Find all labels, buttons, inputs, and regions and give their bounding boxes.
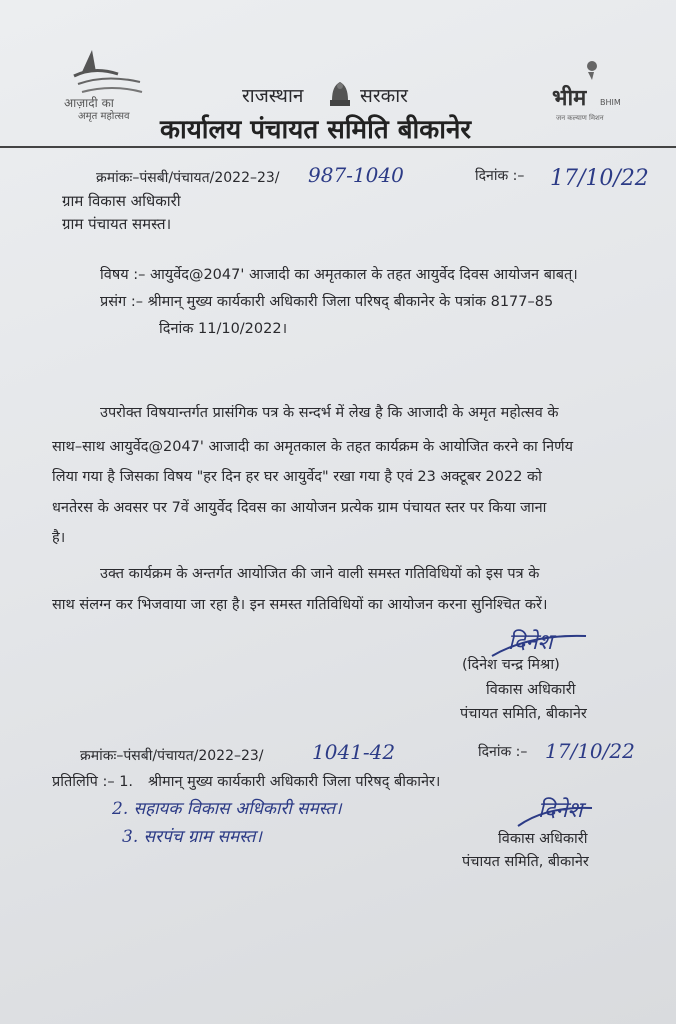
bhim-logo-small: BHIM: [600, 98, 621, 107]
header-government: सरकार: [360, 85, 408, 107]
copy-ref-number: 1041-42: [312, 740, 396, 764]
copy-signatory-title: विकास अधिकारी: [498, 831, 588, 847]
signatory-title: विकास अधिकारी: [486, 682, 576, 698]
header-divider: [0, 146, 676, 148]
letter-ref-label: क्रमांकः–पंसबी/पंचायत/2022–23/: [96, 170, 280, 186]
azadi-logo-line2: अमृत महोत्सव: [78, 111, 130, 122]
reference-date: दिनांक 11/10/2022।: [159, 321, 288, 337]
signature-stroke-2: [516, 800, 596, 830]
addressee-line2: ग्राम पंचायत समस्त।: [62, 215, 172, 233]
copy-date: 17/10/22: [545, 739, 635, 763]
copy-item-2: 2. सहायक विकास अधिकारी समस्त।: [112, 799, 342, 819]
bhim-logo-tagline: जन कल्याण मिशन: [556, 114, 604, 122]
copy-item-1: श्रीमान् मुख्य कार्यकारी अधिकारी जिला परिषद् बीकानेर।: [148, 774, 441, 790]
body-line: साथ संलग्न कर भिजवाया जा रहा है। इन समस्त गतिविधियों का आयोजन करना सुनिश्चित करें।: [52, 597, 548, 613]
body-line: है।: [52, 530, 66, 546]
body-line: धनतेरस के अवसर पर 7वें आयुर्वेद दिवस का आयोजन प्रत्येक ग्राम पंचायत स्तर पर किया जाना: [52, 500, 547, 516]
letter-ref-number: 987-1040: [308, 163, 404, 187]
reference-line: प्रसंग :– श्रीमान् मुख्य कार्यकारी अधिकारी जिला परिषद् बीकानेर के पत्रांक 8177–85: [100, 294, 554, 310]
copy-signatory-office: पंचायत समिति, बीकानेर: [462, 854, 589, 870]
ashoka-emblem-icon: [326, 76, 354, 114]
copy-item-3: 3. सरपंच ग्राम समस्त।: [122, 827, 262, 847]
body-line: उक्त कार्यक्रम के अन्तर्गत आयोजित की जाने वाली समस्त गतिविधियों को इस पत्र के: [100, 566, 540, 582]
letter-date-label: दिनांक :–: [475, 168, 525, 184]
letter-date: 17/10/22: [550, 166, 649, 191]
office-title: कार्यालय पंचायत समिति बीकानेर: [160, 115, 472, 145]
bhim-logo-text: भीम: [552, 86, 587, 111]
header-state: राजस्थान: [242, 85, 304, 107]
body-line: उपरोक्त विषयान्तर्गत प्रासंगिक पत्र के सन्दर्भ में लेख है कि आजादी के अमृत महोत्सव के: [100, 405, 559, 421]
addressee-line1: ग्राम विकास अधिकारी: [62, 192, 181, 210]
copy-label: प्रतिलिपि :– 1.: [52, 774, 134, 790]
body-line: लिया गया है जिसका विषय "हर दिन हर घर आयुर्वेद" रखा गया है एवं 23 अक्टूबर 2022 को: [52, 469, 542, 485]
signature-1: दिनेश: [508, 630, 553, 655]
signature-2: दिनेश: [538, 798, 583, 823]
azadi-logo-line1: आज़ादी का: [64, 96, 114, 110]
body-line: साथ–साथ आयुर्वेद@2047' आजादी का अमृतकाल के तहत कार्यक्रम के आयोजित करने का निर्णय: [52, 439, 574, 455]
copy-ref-label: क्रमांकः–पंसबी/पंचायत/2022–23/: [80, 748, 264, 764]
signatory-office: पंचायत समिति, बीकानेर: [460, 706, 587, 722]
subject-line: विषय :– आयुर्वेद@2047' आजादी का अमृतकाल के तहत आयुर्वेद दिवस आयोजन बाबत्।: [100, 267, 578, 283]
copy-date-label: दिनांक :–: [478, 744, 528, 760]
signatory-name: (दिनेश चन्द्र मिश्रा): [462, 657, 560, 673]
